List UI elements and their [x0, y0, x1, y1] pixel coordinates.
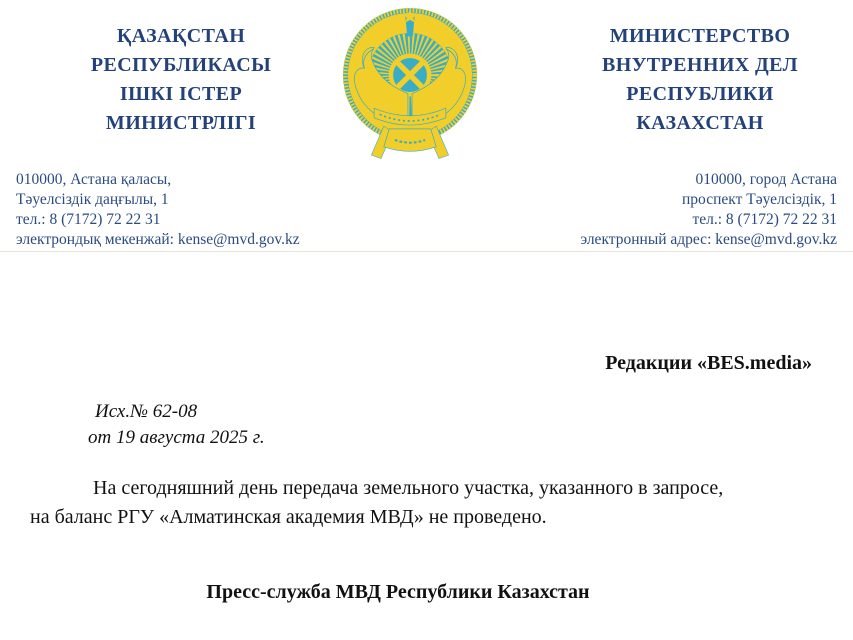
coat-of-arms-kazakhstan-icon [341, 5, 479, 181]
org-title-russian-line: РЕСПУБЛИКИ [626, 83, 774, 105]
address-block-russian [580, 170, 837, 250]
address-block-kazakh [16, 170, 300, 250]
signature-line: Пресс-служба МВД Республики Казахстан [206, 581, 590, 603]
org-title-kazakh-line: ІШКІ ІСТЕР [119, 83, 243, 105]
recipient-line: Редакции «BES.media» [605, 352, 812, 374]
org-title-russian [552, 22, 848, 138]
address-kazakh-line: Тәуелсіздік даңғылы, 1 [16, 191, 169, 208]
body-line: На сегодняшний день передача земельного участка, указанного в запросе, [93, 477, 724, 499]
body-line: на баланс РГУ «Алматинская академия МВД» не проведено. [30, 506, 547, 528]
org-title-kazakh-line: РЕСПУБЛИКАСЫ [90, 54, 272, 76]
org-title-kazakh-line: ҚАЗАҚСТАН [116, 25, 246, 47]
address-russian-line: проспект Тәуелсіздік, 1 [682, 191, 837, 208]
address-russian-line: 010000, город Астана [695, 171, 837, 188]
outgoing-number: Исх.№ 62-08 [95, 401, 198, 422]
address-kazakh-line: тел.: 8 (7172) 72 22 31 [16, 211, 161, 228]
address-kazakh-line: 010000, Астана қаласы, [16, 171, 172, 188]
letterhead-divider [0, 251, 853, 252]
kazakhstan-emblem-icon [341, 5, 479, 181]
reference-block [88, 399, 265, 451]
address-russian-email: электронный адрес: kense@mvd.gov.kz [580, 231, 837, 248]
org-title-russian-line: КАЗАХСТАН [636, 112, 764, 134]
letter-body [30, 474, 830, 532]
org-title-kazakh-line: МИНИСТРЛІГІ [105, 112, 257, 134]
address-kazakh-email: электрондық мекенжай: kense@mvd.gov.kz [16, 231, 300, 248]
letter-date: от 19 августа 2025 г. [88, 427, 265, 448]
org-title-kazakh [28, 22, 334, 138]
org-title-russian-line: ВНУТРЕННИХ ДЕЛ [602, 54, 798, 76]
address-russian-line: тел.: 8 (7172) 72 22 31 [692, 211, 837, 228]
org-title-russian-line: МИНИСТЕРСТВО [609, 25, 791, 47]
